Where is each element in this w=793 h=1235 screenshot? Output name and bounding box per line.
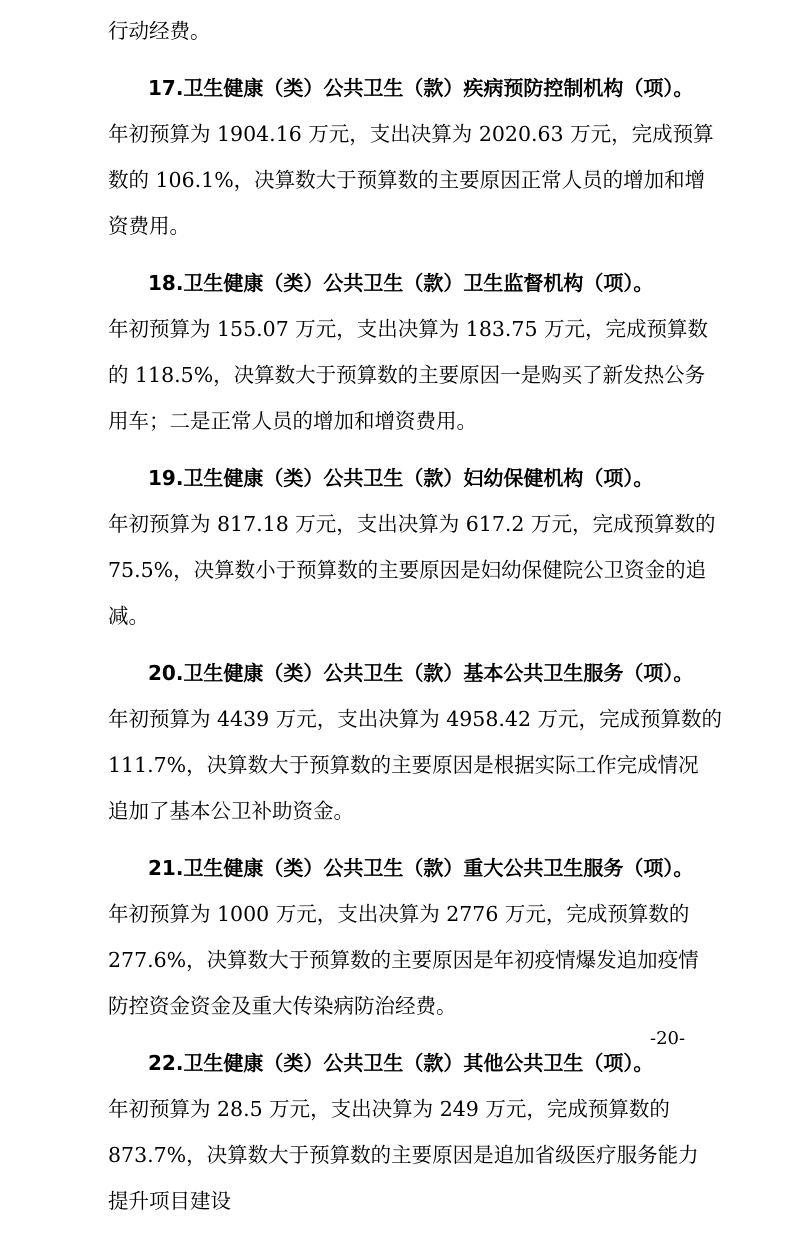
body-line: 年初预算为 1904.16 万元，支出决算为 2020.63 万元，完成预算 (108, 122, 714, 146)
intro-paragraph (108, 8, 708, 54)
item-18 (108, 260, 708, 444)
body-line: 资费用。 (108, 214, 190, 238)
body-line: 行动经费。 (108, 19, 211, 43)
body-line: 减。 (108, 604, 149, 628)
body-line: 年初预算为 1000 万元，支出决算为 2776 万元，完成预算数的 (108, 902, 690, 926)
document-body (108, 8, 723, 1235)
item-22 (108, 1040, 708, 1224)
item-21 (108, 845, 708, 1029)
item-heading: 20.卫生健康（类）公共卫生（款）基本公共卫生服务（项）。 (148, 661, 694, 685)
item-20 (108, 650, 723, 834)
body-line: 年初预算为 817.18 万元，支出决算为 617.2 万元，完成预算数的 (108, 512, 716, 536)
item-19 (108, 455, 716, 639)
body-line: 用车；二是正常人员的增加和增资费用。 (108, 409, 477, 433)
item-heading: 22.卫生健康（类）公共卫生（款）其他公共卫生（项）。 (148, 1051, 654, 1075)
body-line: 277.6%，决算数大于预算数的主要原因是年初疫情爆发追加疫情 (108, 948, 699, 972)
body-line: 数的 106.1%，决算数大于预算数的主要原因正常人员的增加和增 (108, 168, 706, 192)
item-17 (108, 65, 714, 249)
body-line: 年初预算为 4439 万元，支出决算为 4958.42 万元，完成预算数的 (108, 707, 723, 731)
body-line: 提升项目建设 (108, 1189, 231, 1213)
item-heading: 19.卫生健康（类）公共卫生（款）妇幼保健机构（项）。 (148, 466, 654, 490)
body-line: 的 118.5%，决算数大于预算数的主要原因一是购买了新发热公务 (108, 363, 706, 387)
body-line: 年初预算为 28.5 万元，支出决算为 249 万元，完成预算数的 (108, 1097, 670, 1121)
body-line: 75.5%，决算数小于预算数的主要原因是妇幼保健院公卫资金的追 (108, 558, 707, 582)
item-heading: 17.卫生健康（类）公共卫生（款）疾病预防控制机构（项）。 (148, 76, 694, 100)
body-line: 年初预算为 155.07 万元，支出决算为 183.75 万元，完成预算数 (108, 317, 709, 341)
item-heading: 21.卫生健康（类）公共卫生（款）重大公共卫生服务（项）。 (148, 856, 694, 880)
body-line: 111.7%，决算数大于预算数的主要原因是根据实际工作完成情况 (108, 753, 699, 777)
body-line: 防控资金资金及重大传染病防治经费。 (108, 994, 457, 1018)
item-heading: 18.卫生健康（类）公共卫生（款）卫生监督机构（项）。 (148, 271, 654, 295)
page-number: -20- (650, 1028, 686, 1049)
body-line: 873.7%，决算数大于预算数的主要原因是追加省级医疗服务能力 (108, 1143, 699, 1167)
body-line: 追加了基本公卫补助资金。 (108, 799, 354, 823)
